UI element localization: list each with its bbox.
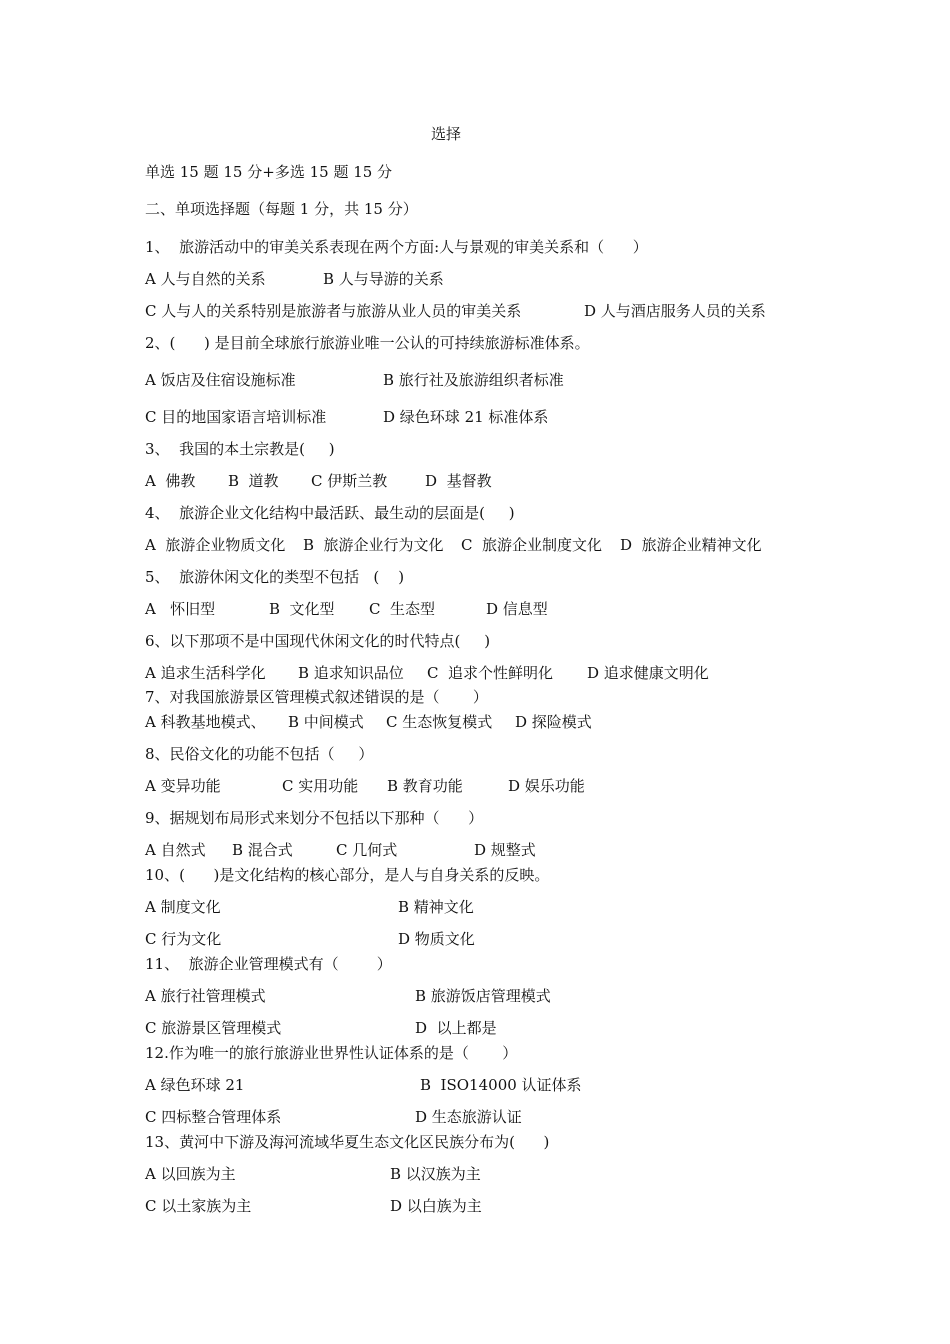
q10-option-c: C 行为文化 xyxy=(145,930,222,948)
q5-option-b: B 文化型 xyxy=(269,600,335,618)
question-6: 6、以下那项不是中国现代休闲文化的时代特点( ) xyxy=(145,632,491,650)
score-summary: 单选 15 题 15 分+多选 15 题 15 分 xyxy=(145,163,393,181)
q1-option-a: A 人与自然的关系 xyxy=(145,270,266,288)
q13-option-a: A 以回族为主 xyxy=(145,1165,236,1183)
q11-option-a: A 旅行社管理模式 xyxy=(145,987,266,1005)
q9-option-d: D 规整式 xyxy=(474,841,536,859)
q4-option-d: D 旅游企业精神文化 xyxy=(620,536,762,554)
q5-option-c: C 生态型 xyxy=(369,600,436,618)
q5-option-d: D 信息型 xyxy=(486,600,548,618)
q12-option-b: B ISO14000 认证体系 xyxy=(420,1076,582,1094)
q6-option-a: A 追求生活科学化 xyxy=(145,664,266,682)
question-10: 10、( )是文化结构的核心部分，是人与自身关系的反映。 xyxy=(145,866,550,884)
question-8: 8、民俗文化的功能不包括（ ） xyxy=(145,745,374,763)
q3-option-b: B 道教 xyxy=(228,472,279,490)
q4-option-b: B 旅游企业行为文化 xyxy=(303,536,444,554)
q10-option-d: D 物质文化 xyxy=(398,930,475,948)
q11-option-d: D 以上都是 xyxy=(415,1019,497,1037)
q6-option-c: C 追求个性鲜明化 xyxy=(427,664,554,682)
question-3: 3、 我国的本土宗教是( ) xyxy=(145,440,335,458)
question-4: 4、 旅游企业文化结构中最活跃、最生动的层面是( ) xyxy=(145,504,515,522)
section-heading: 二、单项选择题（每题 1 分，共 15 分） xyxy=(145,200,418,218)
q2-option-a: A 饭店及住宿设施标准 xyxy=(145,371,296,389)
question-11: 11、 旅游企业管理模式有（ ） xyxy=(145,955,392,973)
question-12: 12.作为唯一的旅行旅游业世界性认证体系的是（ ） xyxy=(145,1044,518,1062)
q1-option-d: D 人与酒店服务人员的关系 xyxy=(584,302,766,320)
q8-option-b: C 实用功能 xyxy=(282,777,359,795)
q1-option-b: B 人与导游的关系 xyxy=(323,270,444,288)
q4-option-a: A 旅游企业物质文化 xyxy=(145,536,286,554)
q4-option-c: C 旅游企业制度文化 xyxy=(461,536,603,554)
question-5: 5、 旅游休闲文化的类型不包括 ( ) xyxy=(145,568,405,586)
q8-option-c: B 教育功能 xyxy=(387,777,463,795)
q2-option-d: D 绿色环球 21 标准体系 xyxy=(383,408,549,426)
q12-option-d: D 生态旅游认证 xyxy=(415,1108,522,1126)
q6-option-b: B 追求知识品位 xyxy=(298,664,404,682)
question-1: 1、 旅游活动中的审美关系表现在两个方面:人与景观的审美关系和（ ） xyxy=(145,238,648,256)
q5-option-a: A 怀旧型 xyxy=(145,600,216,618)
q6-option-d: D 追求健康文明化 xyxy=(587,664,709,682)
question-13: 13、黄河中下游及海河流域华夏生态文化区民族分布为( ) xyxy=(145,1133,550,1151)
q8-option-d: D 娱乐功能 xyxy=(508,777,585,795)
q13-option-c: C 以土家族为主 xyxy=(145,1197,252,1215)
q9-option-b: B 混合式 xyxy=(232,841,293,859)
question-2: 2、( ) 是目前全球旅行旅游业唯一公认的可持续旅游标准体系。 xyxy=(145,334,590,352)
q11-option-b: B 旅游饭店管理模式 xyxy=(415,987,551,1005)
q12-option-c: C 四标整合管理体系 xyxy=(145,1108,282,1126)
q1-option-c: C 人与人的关系特别是旅游者与旅游从业人员的审美关系 xyxy=(145,302,522,320)
q3-option-a: A 佛教 xyxy=(145,472,196,490)
q7-option-a: A 科教基地模式、 xyxy=(145,713,266,731)
q10-option-b: B 精神文化 xyxy=(398,898,474,916)
question-7: 7、对我国旅游景区管理模式叙述错误的是（ ） xyxy=(145,688,488,706)
q9-option-c: C 几何式 xyxy=(336,841,398,859)
q3-option-c: C 伊斯兰教 xyxy=(311,472,388,490)
q9-option-a: A 自然式 xyxy=(145,841,206,859)
q7-option-d: D 探险模式 xyxy=(515,713,592,731)
page-title: 选择 xyxy=(430,125,461,143)
q3-option-d: D 基督教 xyxy=(425,472,492,490)
q2-option-b: B 旅行社及旅游组织者标准 xyxy=(383,371,564,389)
q10-option-a: A 制度文化 xyxy=(145,898,221,916)
q13-option-d: D 以白族为主 xyxy=(390,1197,482,1215)
q11-option-c: C 旅游景区管理模式 xyxy=(145,1019,282,1037)
q12-option-a: A 绿色环球 21 xyxy=(145,1076,245,1094)
q7-option-c: C 生态恢复模式 xyxy=(386,713,493,731)
question-9: 9、据规划布局形式来划分不包括以下那种（ ） xyxy=(145,809,484,827)
q7-option-b: B 中间模式 xyxy=(288,713,364,731)
q8-option-a: A 变异功能 xyxy=(145,777,221,795)
q13-option-b: B 以汉族为主 xyxy=(390,1165,481,1183)
q2-option-c: C 目的地国家语言培训标准 xyxy=(145,408,327,426)
